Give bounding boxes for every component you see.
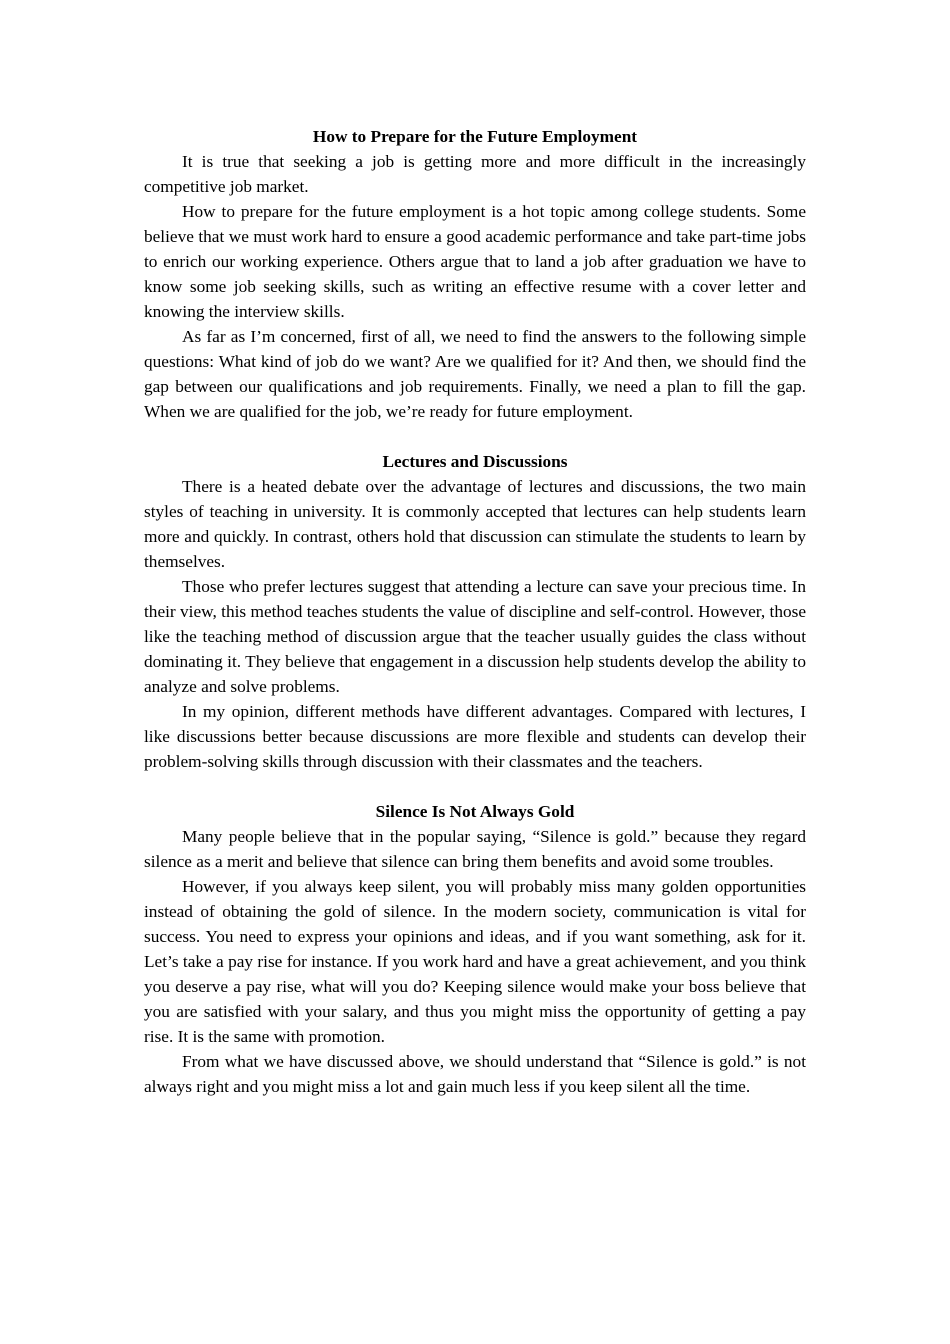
essay-title: How to Prepare for the Future Employment: [312, 127, 638, 146]
essay-paragraph: Many people believe that in the popular saying, “Silence is gold.” because they regard silence as a merit and believe that silence can bring them benefits and avoid some troubles.: [144, 827, 806, 871]
essay-paragraph: It is true that seeking a job is getting more and more difficult in the increasingly competitive job market.: [144, 152, 806, 196]
essay-paragraph: There is a heated debate over the advantage of lectures and discussions, the two main styles of teaching in university. It is commonly accepted that lectures can help students learn more and quickly. In contrast, others hold that discussion can stimulate the students to learn by themselves.: [144, 477, 806, 571]
essay-paragraph: As far as I’m concerned, first of all, we need to find the answers to the following simple questions: What kind of job do we want? Are we qualified for it? And then, we should find the gap between our qualifications and job requirements. Finally, we need a plan to fill the gap. When we are qualified for the job, we’re ready for future employment.: [144, 327, 806, 421]
essay-paragraph: In my opinion, different methods have different advantages. Compared with lectures, I like discussions better because discussions are more flexible and students can develop their problem-solving skills through discussion with their classmates and the teachers.: [144, 702, 806, 771]
essay-lectures-discussions: [144, 449, 806, 774]
essay-paragraph: From what we have discussed above, we should understand that “Silence is gold.” is not always right and you might miss a lot and gain much less if you keep silent all the time.: [144, 1052, 806, 1096]
essay-title: Lectures and Discussions: [382, 452, 568, 471]
essay-paragraph: However, if you always keep silent, you will probably miss many golden opportunities instead of obtaining the gold of silence. In the modern society, communication is vital for success. You need to express your opinions and ideas, and if you want something, ask for it. Let’s take a pay rise for instance. If you work hard and have a great achievement, and you think you deserve a pay rise, what will you do? Keeping silence would make your boss believe that you are satisfied with your salary, and thus you might miss the opportunity of getting a pay rise. It is the same with promotion.: [144, 877, 806, 1046]
essay-paragraph: How to prepare for the future employment is a hot topic among college students. Some believe that we must work hard to ensure a good academic performance and take part-time jobs to enrich our working experience. Others argue that to land a job after graduation we have to know some job seeking skills, such as writing an effective resume with a cover letter and knowing the interview skills.: [144, 202, 806, 321]
essay-title: Silence Is Not Always Gold: [375, 802, 575, 821]
essay-paragraph: Those who prefer lectures suggest that attending a lecture can save your precious time. In their view, this method teaches students the value of discipline and self-control. However, those like the teaching method of discussion argue that the teacher usually guides the class without dominating it. They believe that engagement in a discussion help students develop the ability to analyze and solve problems.: [144, 577, 806, 696]
essay-future-employment: [144, 124, 806, 424]
document-page: [144, 124, 806, 1099]
essay-silence-gold: [144, 799, 806, 1099]
